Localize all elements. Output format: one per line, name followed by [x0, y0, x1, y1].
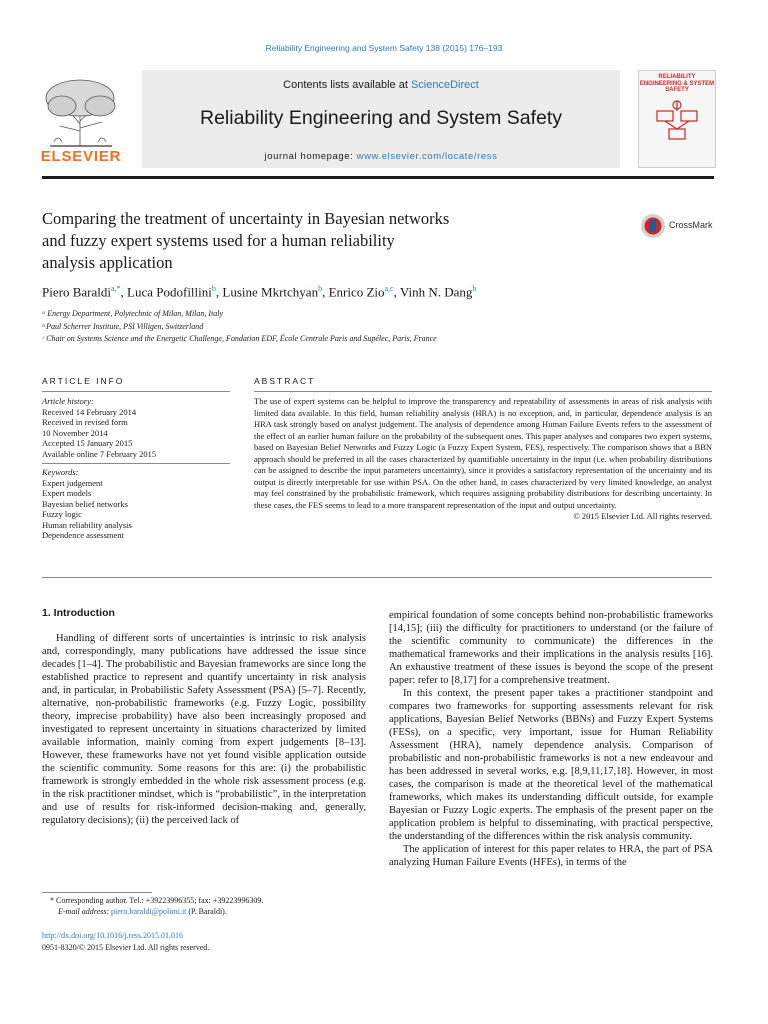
- crossmark-label: CrossMark: [669, 220, 713, 230]
- contents-line: [142, 79, 620, 91]
- title-line: Comparing the treatment of uncertainty in Bayesian networks: [42, 209, 450, 228]
- section-heading: 1. Introduction: [42, 607, 115, 619]
- footnote-rule: [42, 892, 152, 893]
- abstract-body: [254, 396, 712, 523]
- keyword: Expert models: [42, 488, 92, 498]
- header-rule: [42, 176, 714, 179]
- body-paragraph: empirical foundation of some concepts behind non-probabilistic frameworks [14,15]; (iii) the difficulty for practitioners to understand (or the failure of the scientific community to communicate) the differences in the mathematical frameworks and their implications in the analysis results [16]. An exhaustive treatment of these issues is beyond the scope of the present paper: refer to [8,17] for a comprehensive treatment.: [389, 610, 713, 686]
- history-item: Accepted 15 January 2015: [42, 438, 133, 448]
- homepage-link[interactable]: www.elsevier.com/locate/ress: [356, 151, 498, 162]
- crossmark-icon: [640, 213, 666, 239]
- title-line: analysis application: [42, 253, 173, 272]
- journal-citation[interactable]: Reliability Engineering and System Safety 138 (2015) 176–193: [265, 43, 503, 53]
- affiliation: ᵃ Energy Department, Polytechnic of Milan, Milan, Italy: [42, 309, 224, 318]
- author-name: Vinh N. Dang: [399, 284, 473, 300]
- divider: [42, 391, 230, 392]
- affiliation: ᵇ Paul Scherrer Institute, PSI Villigen, Switzerland: [42, 321, 204, 331]
- keyword: Dependence assessment: [42, 530, 124, 540]
- keywords-label: Keywords:: [42, 467, 79, 477]
- article-info: [42, 396, 230, 541]
- elsevier-wordmark: ELSEVIER: [40, 148, 122, 165]
- sciencedirect-link[interactable]: ScienceDirect: [410, 79, 479, 91]
- issn-line: 0951-8320/© 2015 Elsevier Ltd. All rights reserved.: [42, 942, 210, 952]
- journal-cover: [638, 70, 716, 168]
- journal-homepage: [142, 151, 620, 162]
- divider: [254, 391, 712, 392]
- email-label: E-mail address:: [58, 906, 112, 916]
- homepage-prefix: journal homepage:: [264, 151, 357, 162]
- cover-diagram-icon: [651, 97, 703, 149]
- article-info-heading: ARTICLE INFO: [42, 376, 125, 386]
- author-affiliation-marker[interactable]: b: [472, 284, 477, 293]
- author-name: Lusine Mkrtchyan: [222, 284, 319, 300]
- body-paragraph: The application of interest for this paper relates to HRA, the part of PSA analyzing Human Failure Events (HFEs), in terms of the: [389, 844, 713, 868]
- affiliation: ᶜ Chair on Systems Science and the Energetic Challenge, Fondation EDF, École Centrale Paris and Supélec, Paris, France: [42, 334, 437, 343]
- author-affiliation-marker[interactable]: a,*: [110, 284, 121, 293]
- history-label: Article history:: [42, 396, 94, 406]
- keyword: Bayesian belief networks: [42, 498, 128, 509]
- author-name: Luca Podofillini: [127, 284, 212, 300]
- author-affiliation-marker[interactable]: b: [318, 284, 323, 293]
- email-suffix: (P. Baraldi).: [186, 906, 227, 916]
- body-paragraph: In this context, the present paper takes a practitioner standpoint and compares two frameworks for supporting assessments relevant for risk applications, Bayesian Belief Networks (BBNs) and Fuzzy Expert Systems (FESs), on a specific, very important, issue for Human Reliability Assessment (HRA), namely dependence analysis. Comparison of probabilistic and non-probabilistic frameworks is not a new endeavour and has been addressed in several works, e.g. [8,9,11,17,18]. However, in most cases, the comparison is made at the theoretical level of the mathematical frameworks, which makes its understanding difficult outside, for example Bayesian or Fuzzy Logic experts. The emphasis of the present paper on the application problem is helpful to disseminating, with practical perspective, the understanding of the differences within the risk analysis community.: [389, 688, 713, 842]
- history-item: Available online 7 February 2015: [42, 448, 157, 459]
- crossmark-badge[interactable]: [640, 213, 720, 241]
- author-affiliation-marker[interactable]: a,c: [384, 284, 394, 293]
- abstract-copyright: © 2015 Elsevier Ltd. All rights reserved.: [573, 511, 712, 521]
- footnote: [42, 896, 372, 917]
- abstract-heading: ABSTRACT: [254, 376, 316, 386]
- body-paragraph: Handling of different sorts of uncertainties is intrinsic to risk analysis and, correspondingly, many publications have addressed the issue since decades [1–4]. The probabilistic and Bayesian frameworks are since long the established practice to represent and quantify uncertainty in risk analysis and, in particular, in Probabilistic Safety Assessment (PSA) [5–7]. Recently, alternative, non-probabilistic frameworks (e.g. Fuzzy Logic, possibility theory, imprecise probability) have also been increasingly proposed and investigated to represent uncertainty in situations characterized by limited available information, mainly coming from expert judgements [8–13]. However, these frameworks have not yet found visible application outside the scientific community. Some reasons for this are: (i) the probabilistic framework is strongly embedded in the whole risk assessment process (e.g. in the risk practitioner mindset, which is “probabilistic”, in the interpretation and use of results for risk-informed decision-making and, generally, regulatory decisions); (ii) the perceived lack of: [42, 633, 366, 826]
- email-link[interactable]: piero.baraldi@polimi.it: [111, 906, 187, 916]
- affiliations: [42, 308, 437, 346]
- journal-title: Reliability Engineering and System Safety: [199, 107, 563, 129]
- author-affiliation-marker[interactable]: b: [211, 284, 216, 293]
- author-name: Enrico Zio: [328, 284, 385, 300]
- paper-title: [42, 208, 582, 274]
- divider: [42, 463, 230, 464]
- author-name: Piero Baraldi: [42, 284, 111, 300]
- history-item: Received 14 February 2014: [42, 406, 137, 417]
- left-column: [42, 632, 366, 827]
- doi-link[interactable]: http://dx.doi.org/10.1016/j.ress.2015.01.016: [42, 931, 183, 940]
- history-item: 10 November 2014: [42, 427, 108, 438]
- corresponding-author: * Corresponding author. Tel.: +39223996355; fax: +39223996309.: [50, 896, 264, 905]
- contents-prefix: Contents lists available at: [283, 79, 411, 91]
- elsevier-tree-logo: [40, 76, 122, 148]
- history-item: Received in revised form: [42, 417, 128, 427]
- cover-title: RELIABILITY ENGINEERING & SYSTEM SAFETY: [639, 74, 715, 93]
- article-footer: [42, 930, 209, 953]
- right-column: [389, 609, 713, 869]
- email-line: [42, 907, 372, 918]
- keyword: Fuzzy logic: [42, 509, 82, 519]
- title-line: and fuzzy expert systems used for a human reliability: [42, 231, 395, 250]
- author-list: Piero Baraldi$^{a,*}$, Luca Podofillini$^b$, Lusine Mkrtchyan$^b$, Enrico Zio$^{a,c}$, Vinh N. Dang$^b$: [42, 284, 477, 300]
- keyword: Human reliability analysis: [42, 519, 132, 530]
- abstract-text: The use of expert systems can be helpful to improve the transparency and repeatability of assessments in areas of risk analysis with limited data available. In this field, human reliability analysis (HRA) is no exception, and, in particular, dependence analysis is an HRA task strongly based on analyst judgement. The analysis of dependence among Human Failure Events refers to the assessment of the effect of an earlier human failure on the probability of the subsequent ones. This paper analyses and compares two expert systems, based on Bayesian Belief Networks and Fuzzy Logic (a Fuzzy Expert System, FES), respectively. The comparison shows that a BBN approach should be preferred in all the cases characterized by quantifiable uncertainty in the input (i.e. when probability distributions can be assigned to describe the input parameters uncertainty), since it provides a satisfactory representation of the uncertainty and its output is directly interpretable for use within PSA. On the other hand, in cases characterized by very limited knowledge, an analyst may feel constrained by the probabilistic framework, which requires assigning probability distributions for describing uncertainty. In these cases, the FES seems to lead to a more transparent representation of the input and output uncertainty.: [254, 396, 712, 510]
- divider: [42, 577, 712, 578]
- keyword: Expert judgement: [42, 477, 103, 488]
